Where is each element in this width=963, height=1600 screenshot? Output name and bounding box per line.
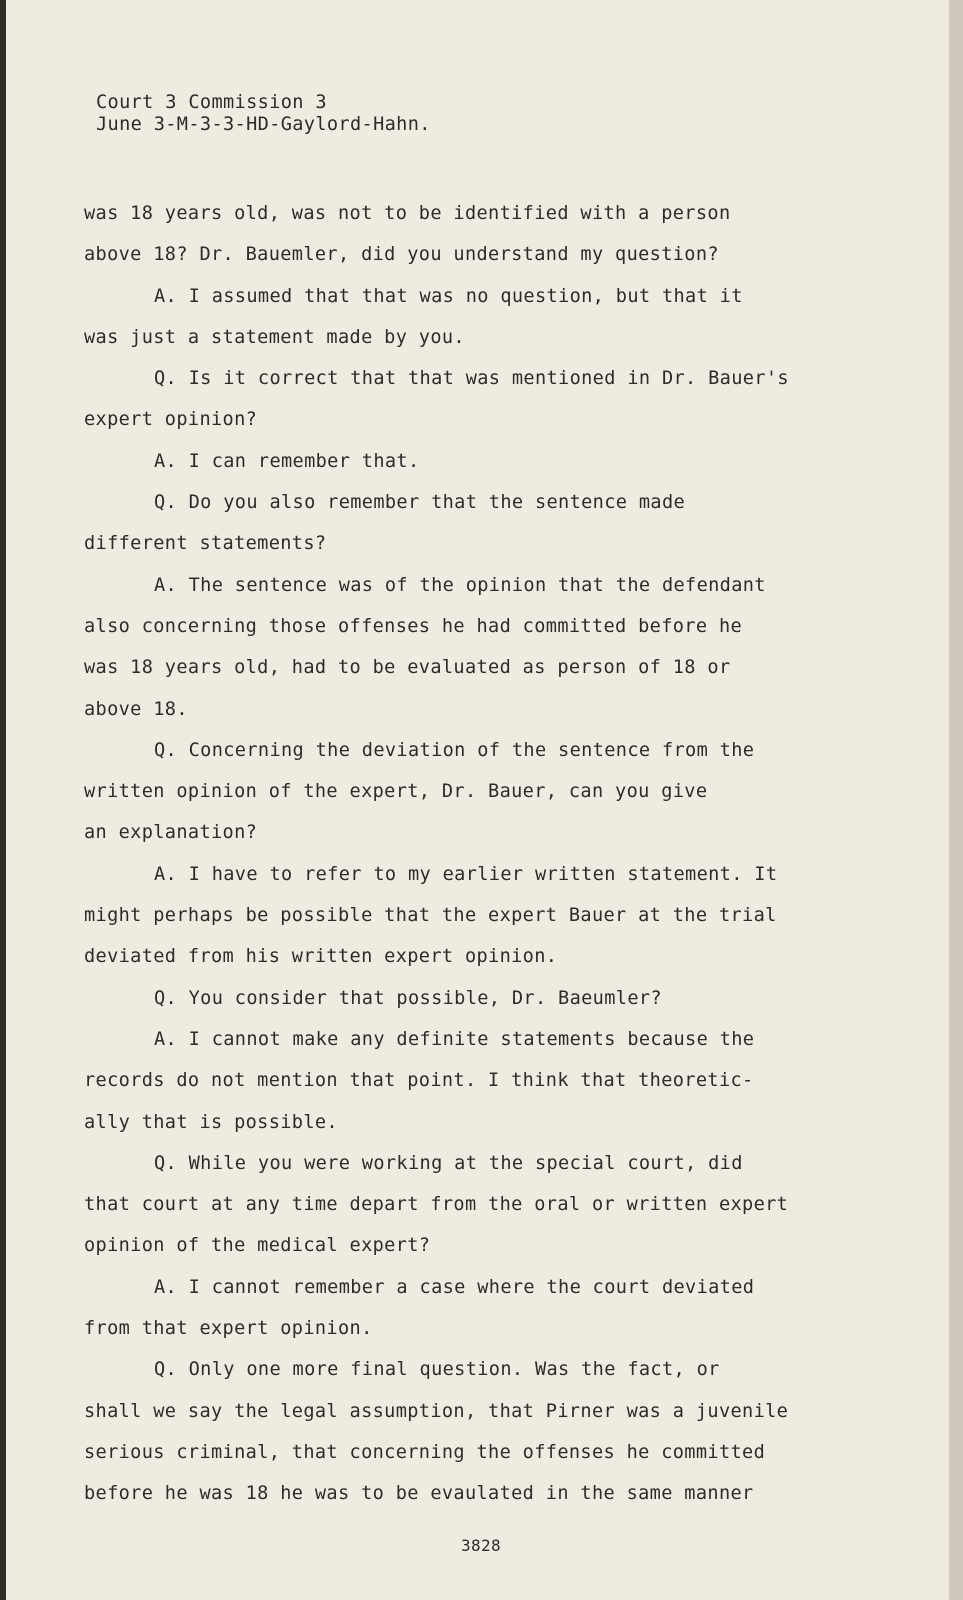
transcript-question-line: Q. Concerning the deviation of the sentence from the (154, 739, 755, 761)
transcript-line: records do not mention that point. I think that theoretic- (84, 1070, 754, 1092)
transcript-answer-line: A. I cannot remember a case where the court deviated (154, 1276, 755, 1298)
transcript-line: above 18? Dr. Bauemler, did you understand my question? (84, 244, 719, 266)
document-header (96, 92, 431, 136)
header-court-line: Court 3 Commission 3 (96, 92, 327, 113)
transcript-body (84, 193, 789, 1515)
transcript-line: was 18 years old, was not to be identified with a person (84, 203, 731, 224)
transcript-question-line: Q. Only one more final question. Was the fact, or (154, 1359, 720, 1381)
header-date-line: June 3-M-3-3-HD-Gaylord-Hahn. (96, 114, 431, 135)
transcript-question-line: Q. Do you also remember that the sentence made (154, 492, 686, 514)
transcript-answer-line: A. I cannot make any definite statements because the (154, 1028, 755, 1050)
transcript-line: an explanation? (84, 822, 258, 844)
transcript-answer-line: A. I assumed that that was no question, but that it (154, 285, 743, 307)
transcript-line: written opinion of the expert, Dr. Bauer, can you give (84, 781, 708, 803)
transcript-question-line: Q. Is it correct that that was mentioned in Dr. Bauer's (154, 368, 789, 390)
transcript-line: above 18. (84, 698, 188, 720)
transcript-line: might perhaps be possible that the expert Bauer at the trial (84, 905, 777, 927)
transcript-answer-line: A. I can remember that. (154, 450, 420, 472)
transcript-line: was just a statement made by you. (84, 326, 465, 348)
transcript-line: opinion of the medical expert? (84, 1235, 431, 1257)
transcript-line: was 18 years old, had to be evaluated as person of 18 or (84, 657, 731, 679)
transcript-line: expert opinion? (84, 409, 258, 431)
transcript-line: shall we say the legal assumption, that Pirner was a juvenile (84, 1400, 789, 1422)
transcript-line: also concerning those offenses he had committed before he (84, 615, 743, 637)
transcript-line: that court at any time depart from the oral or written expert (84, 1194, 789, 1216)
page-number: 3828 (461, 1536, 501, 1555)
transcript-line: deviated from his written expert opinion. (84, 946, 558, 968)
transcript-line: different statements? (84, 533, 327, 555)
transcript-answer-line: A. I have to refer to my earlier written statement. It (154, 863, 778, 885)
transcript-line: from that expert opinion. (84, 1318, 373, 1340)
transcript-question-line: Q. You consider that possible, Dr. Baeumler? (154, 987, 662, 1009)
transcript-line: ally that is possible. (84, 1111, 338, 1133)
transcript-line: before he was 18 he was to be evaulated in the same manner (84, 1483, 754, 1505)
transcript-question-line: Q. While you were working at the special court, did (154, 1152, 743, 1174)
transcript-line: serious criminal, that concerning the offenses he committed (84, 1441, 766, 1463)
transcript-answer-line: A. The sentence was of the opinion that the defendant (154, 574, 766, 596)
